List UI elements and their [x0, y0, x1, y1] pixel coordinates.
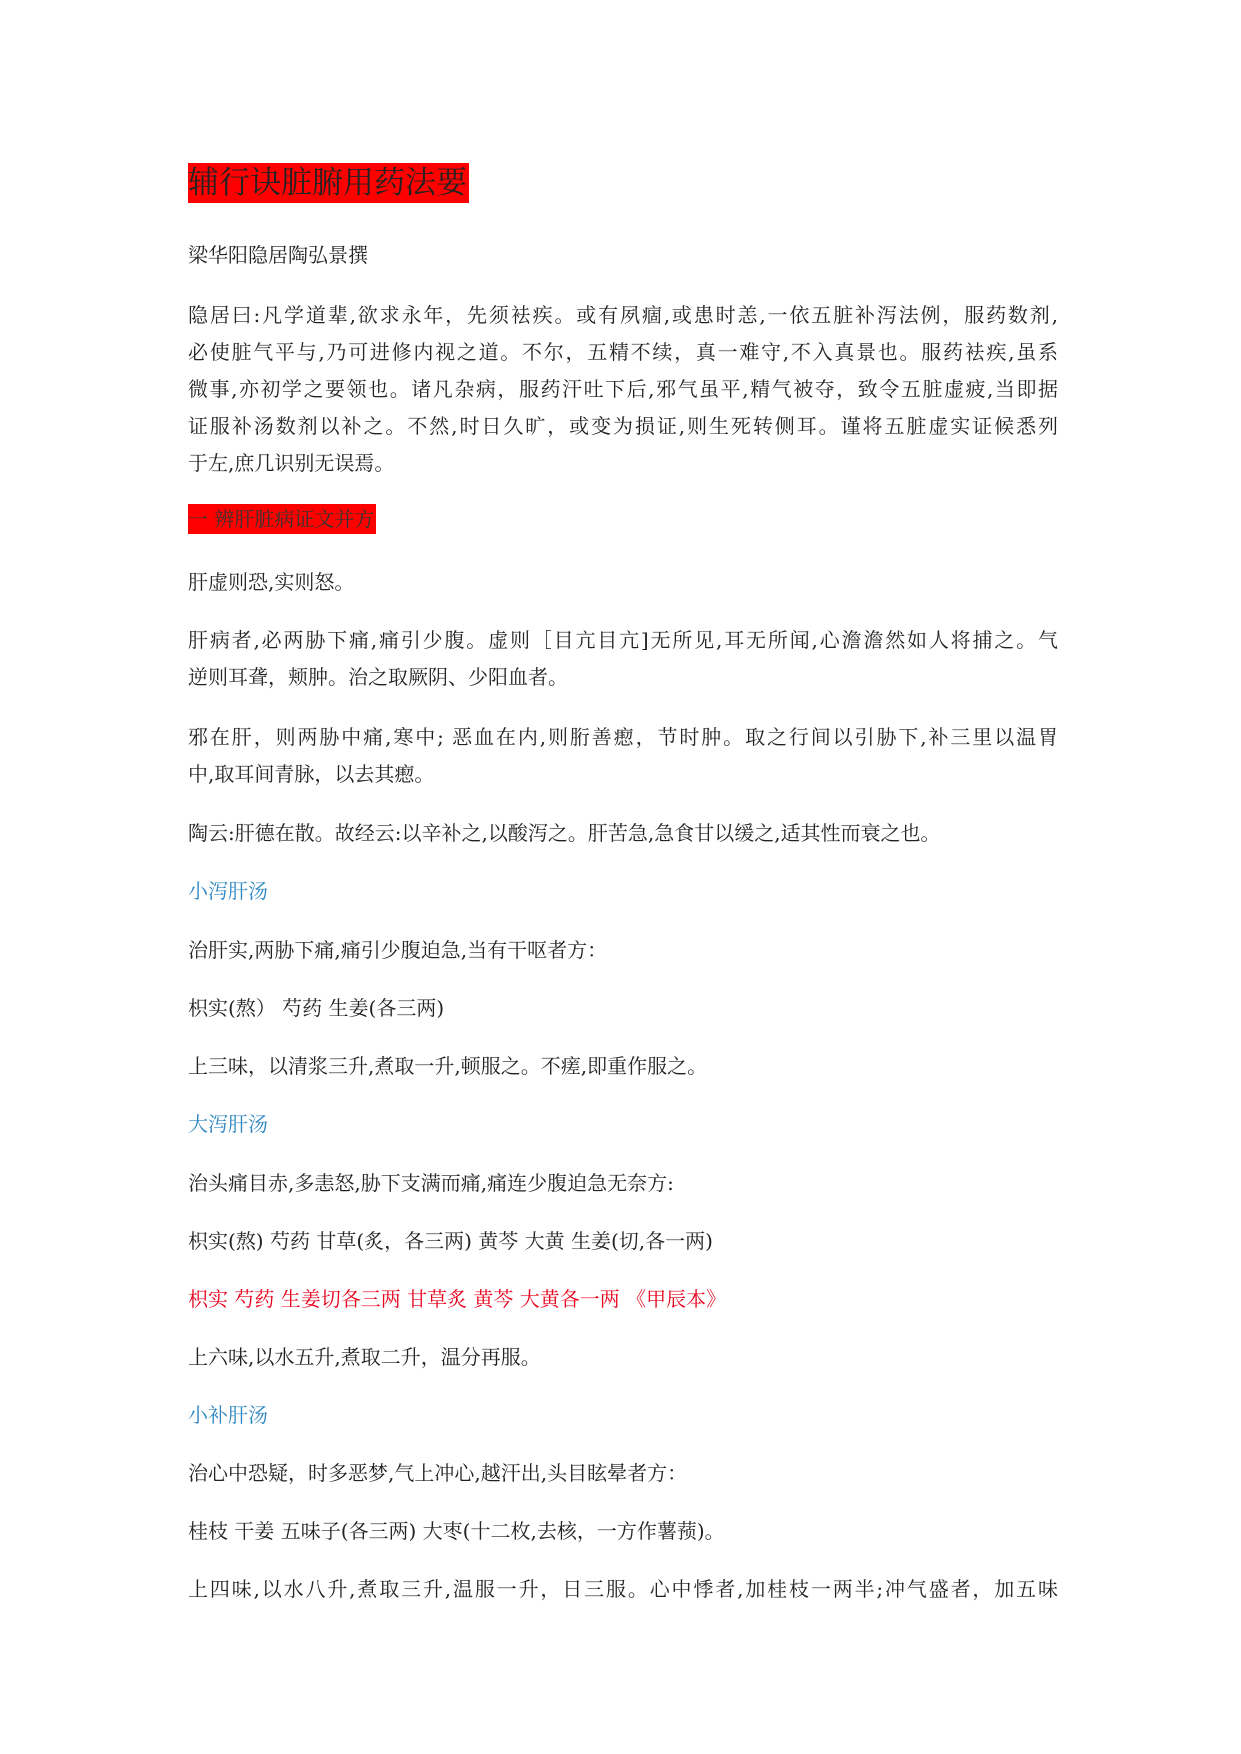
recipe-name-xiaoxiegan: 小泻肝汤 — [188, 879, 268, 903]
paragraph-line: 肝病者,必两胁下痛,痛引少腹。虚则［目亢目亢]无所见,耳无所闻,心澹澹然如人将捕之。气 — [188, 628, 1058, 652]
intro-line: 微事,亦初学之要领也。诸凡杂病，服药汗吐下后,邪气虽平,精气被夺，致令五脏虚疲,当即据 — [188, 377, 1058, 401]
recipe-method: 上三味，以清浆三升,煮取一升,顿服之。不瘥,即重作服之。 — [188, 1054, 708, 1078]
intro-line: 隐居曰:凡学道辈,欲求永年，先须袪疾。或有夙痼,或患时恙,一依五脏补泻法例，服药数剂, — [188, 303, 1058, 327]
intro-line: 证服补汤数剂以补之。不然,时日久旷，或变为损证,则生死转侧耳。谨将五脏虚实证候悉列 — [188, 414, 1058, 438]
author-line: 梁华阳隐居陶弘景撰 — [188, 243, 368, 267]
document-title: 辅行诀脏腑用药法要 — [188, 165, 467, 201]
paragraph-line: 邪在肝，则两胁中痛,寒中; 恶血在内,则胻善瘛，节时肿。取之行间以引胁下,补三里以温胃 — [188, 725, 1058, 749]
title-block — [188, 163, 469, 203]
recipe-variant-jiachen: 枳实 芍药 生姜切各三两 甘草炙 黄芩 大黄各一两 《甲辰本》 — [188, 1287, 727, 1311]
recipe-ingredients: 枳实(熬) 芍药 甘草(炙，各三两) 黄芩 大黄 生姜(切,各一两) — [188, 1229, 713, 1253]
paragraph-liver-1: 肝虚则恐,实则怒。 — [188, 570, 355, 594]
recipe-name-xiaobugan: 小补肝汤 — [188, 1403, 268, 1427]
recipe-indication: 治心中恐疑，时多恶梦,气上冲心,越汗出,头目眩晕者方： — [188, 1461, 688, 1485]
recipe-indication: 治肝实,两胁下痛,痛引少腹迫急,当有干呕者方： — [188, 938, 608, 962]
paragraph-line: 逆则耳聋，颊肿。治之取厥阴、少阳血者。 — [188, 665, 568, 689]
paragraph-liver-4: 陶云:肝德在散。故经云:以辛补之,以酸泻之。肝苦急,急食甘以缓之,适其性而衰之也。 — [188, 821, 941, 845]
intro-line: 于左,庶几识别无误焉。 — [188, 451, 395, 475]
recipe-ingredients: 枳实(熬） 芍药 生姜(各三两) — [188, 996, 445, 1020]
recipe-method: 上六味,以水五升,煮取二升，温分再服。 — [188, 1345, 541, 1369]
paragraph-line: 中,取耳间青脉，以去其瘛。 — [188, 762, 435, 786]
section-heading-block — [188, 504, 376, 534]
recipe-indication: 治头痛目赤,多恚怒,胁下支满而痛,痛连少腹迫急无奈方: — [188, 1171, 674, 1195]
recipe-method: 上四味,以水八升,煮取三升,温服一升，日三服。心中悸者,加桂枝一两半;冲气盛者，加五味 — [188, 1577, 1058, 1601]
section-heading: 一 辨肝脏病证文并方 — [188, 504, 376, 534]
intro-line: 必使脏气平与,乃可进修内视之道。不尔，五精不续，真一难守,不入真景也。服药袪疾,虽系 — [188, 340, 1058, 364]
recipe-ingredients: 桂枝 干姜 五味子(各三两) 大枣(十二枚,去核，一方作薯蓣)。 — [188, 1519, 725, 1543]
recipe-name-daxiegan: 大泻肝汤 — [188, 1112, 268, 1136]
